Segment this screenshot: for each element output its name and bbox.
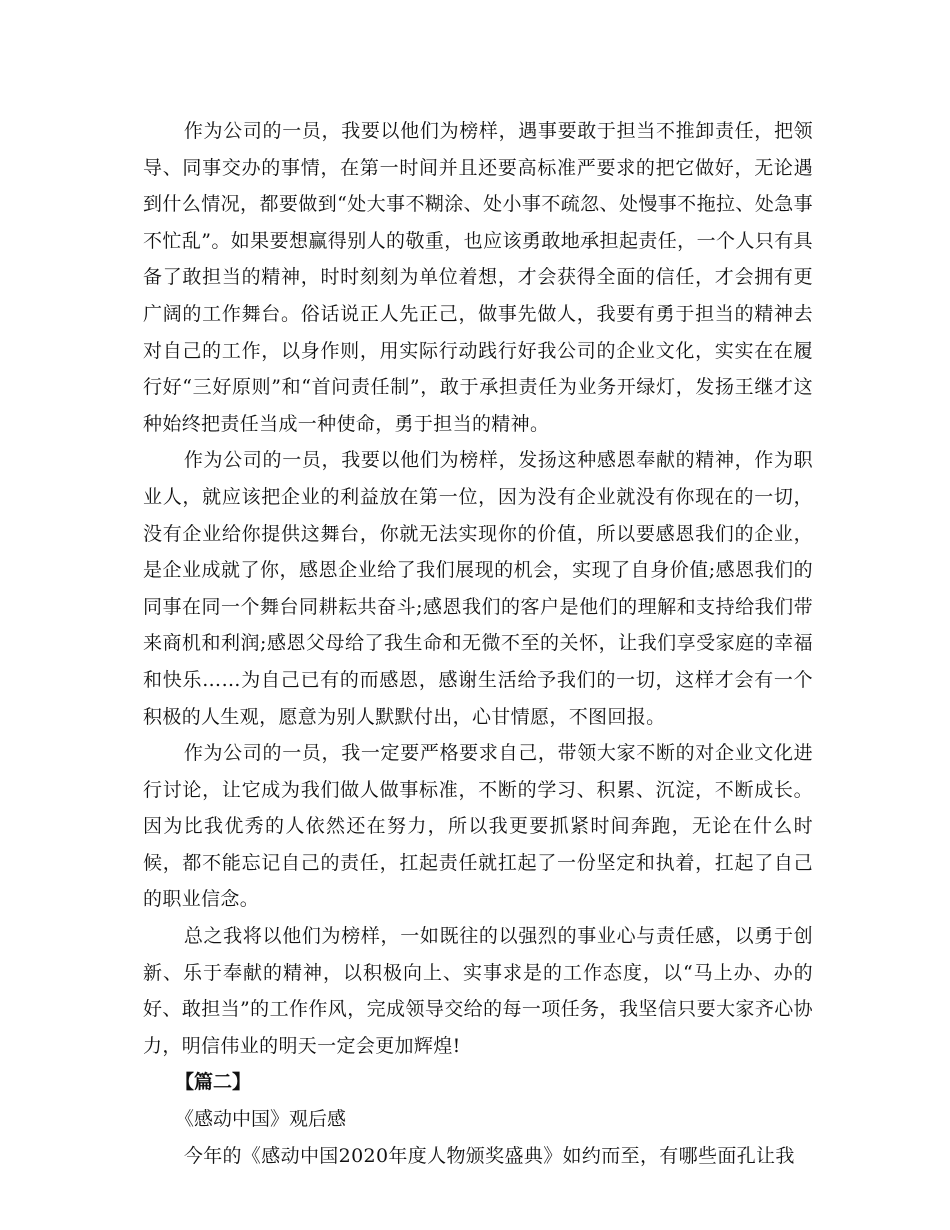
section-heading: 【篇二】	[175, 1071, 252, 1094]
paragraph-self-discipline: 作为公司的一员，我一定要严格要求自己，带领大家不断的对企业文化进行讨论，让它成为我们做人做事标准，不断的学习、积累、沉淀，不断成长。因为比我优秀的人依然还在努力，所以我更要抓紧时间奔跑，无论在什么时候，都不能忘记自己的责任，扛起责任就扛起了一份坚定和执着，扛起了自己的职业信念。	[143, 742, 813, 911]
paragraph-responsibility: 作为公司的一员，我要以他们为榜样，遇事要敢于担当不推卸责任，把领导、同事交办的事情，在第一时间并且还要高标准严要求的把它做好，无论遇到什么情况，都要做到“处大事不糊涂、处小事不疏忽、处慢事不拖拉、处急事不忙乱”。如果要想赢得别人的敬重，也应该勇敢地承担起责任，一个人只有具备了敢担当的精神，时时刻刻为单位着想，才会获得全面的信任，才会拥有更广阔的工作舞台。俗话说正人先正己，做事先做人，我要有勇于担当的精神去对自己的工作，以身作则，用实际行动践行好我公司的企业文化，实实在在履行好“三好原则”和“首问责任制”，敢于承担责任为业务开绿灯，发扬王继才这种始终把责任当成一种使命，勇于担当的精神。	[143, 120, 813, 435]
article-subtitle: 《感动中国》观后感	[175, 1108, 347, 1131]
paragraph-gratitude: 作为公司的一员，我要以他们为榜样，发扬这种感恩奉献的精神，作为职业人，就应该把企业的利益放在第一位，因为没有企业就没有你现在的一切，没有企业给你提供这舞台，你就无法实现你的价值，所以要感恩我们的企业，是企业成就了你，感恩企业给了我们展现的机会，实现了自身价值;感恩我们的同事在同一个舞台同耕耘共奋斗;感恩我们的客户是他们的理解和支持给我们带来商机和利润;感恩父母给了我生命和无微不至的关怀，让我们享受家庭的幸福和快乐……为自己已有的而感恩，感谢生活给予我们的一切，这样才会有一个积极的人生观，愿意为别人默默付出，心甘情愿，不图回报。	[143, 449, 813, 728]
document-body	[143, 113, 813, 1174]
paragraph-opening: 今年的《感动中国2020年度人物颁奖盛典》如约而至，有哪些面孔让我	[183, 1144, 795, 1167]
paragraph-conclusion: 总之我将以他们为榜样，一如既往的以强烈的事业心与责任感，以勇于创新、乐于奉献的精神，以积极向上、实事求是的工作态度，以“马上办、办的好、敢担当”的工作作风，完成领导交给的每一项任务，我坚信只要大家齐心协力，明信伟业的明天一定会更加辉煌!	[143, 925, 813, 1057]
